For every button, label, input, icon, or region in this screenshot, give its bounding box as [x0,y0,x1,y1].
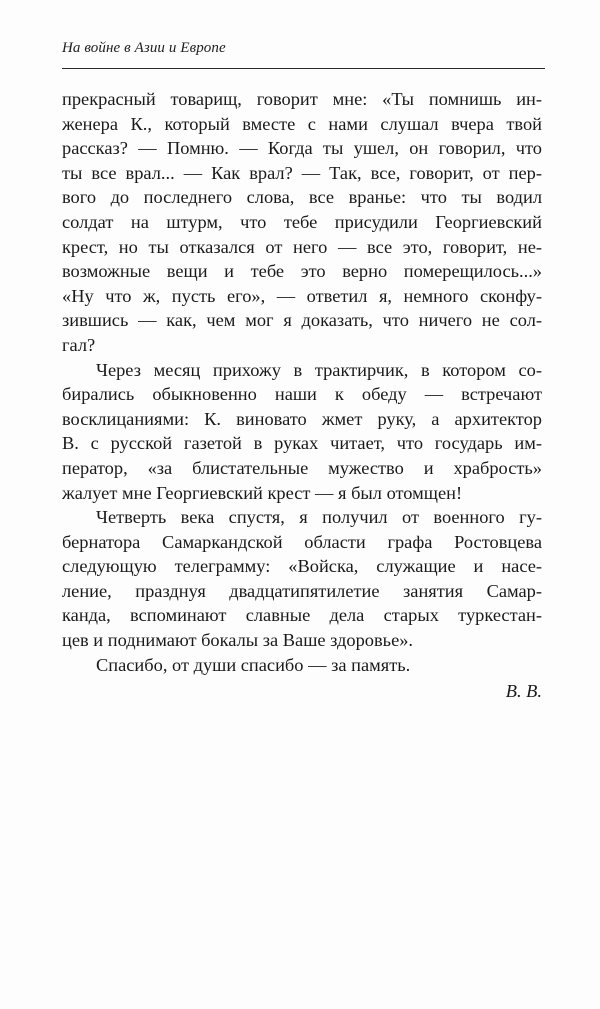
text-line: вого до последнего слова, все вранье: что ты водил [62,187,542,208]
text-line: Через месяц прихожу в трактирчик, в котором со- [96,359,542,380]
text-line: ты все врал... — Как врал? — Так, все, говорит, от пер- [62,162,542,183]
text-line: восклицаниями: К. виновато жмет руку, а архитектор [62,408,542,429]
text-line: Четверть века спустя, я получил от военного гу- [96,507,542,528]
paragraph [62,505,542,653]
running-head: На войне в Азии и Европе [62,40,226,56]
body-text [62,87,542,704]
text-line: бирались обыкновенно наши к обеду — встречают [62,384,542,405]
paragraph [62,653,542,678]
text-line: ление, празднуя двадцатипятилетие занятия Самар- [62,580,542,601]
text-line: жалует мне Георгиевский крест — я был отомщен! [62,482,463,503]
text-line: ператор, «за блистательные мужество и храбрость» [62,457,542,478]
text-line: цев и поднимают бокалы за Ваше здоровье». [62,630,414,651]
text-line: солдат на штурм, что тебе присудили Георгиевский [62,211,542,232]
signature: В. В. [505,681,542,702]
text-line: В. с русской газетой в руках читает, что государь им- [62,433,542,454]
text-line: следующую телеграмму: «Войска, служащие и насе- [62,556,542,577]
text-line: «Ну что ж, пусть его», — ответил я, немного сконфу- [62,285,542,306]
text-line: рассказ? — Помню. — Когда ты ушел, он говорил, что [62,138,542,159]
paragraph [62,358,542,506]
text-line: канда, вспоминают славные дела старых туркестан- [62,605,542,626]
text-line: крест, но ты отказался от него — все это, говорит, не- [62,236,542,257]
text-line: зившись — как, чем мог я доказать, что ничего не сол- [62,310,542,331]
text-line: прекрасный товарищ, говорит мне: «Ты помнишь ин- [62,89,542,109]
header-rule [62,68,545,69]
text-line: бернатора Самаркандской области графа Ростовцева [62,531,542,552]
text-line: гал? [62,334,96,355]
text-line: Спасибо, от души спасибо — за память. [96,654,411,675]
text-line: возможные вещи и тебе это верно померещилось...» [62,261,542,282]
paragraph [62,87,542,358]
text-line: женера К., который вместе с нами слушал вчера твой [62,113,542,134]
